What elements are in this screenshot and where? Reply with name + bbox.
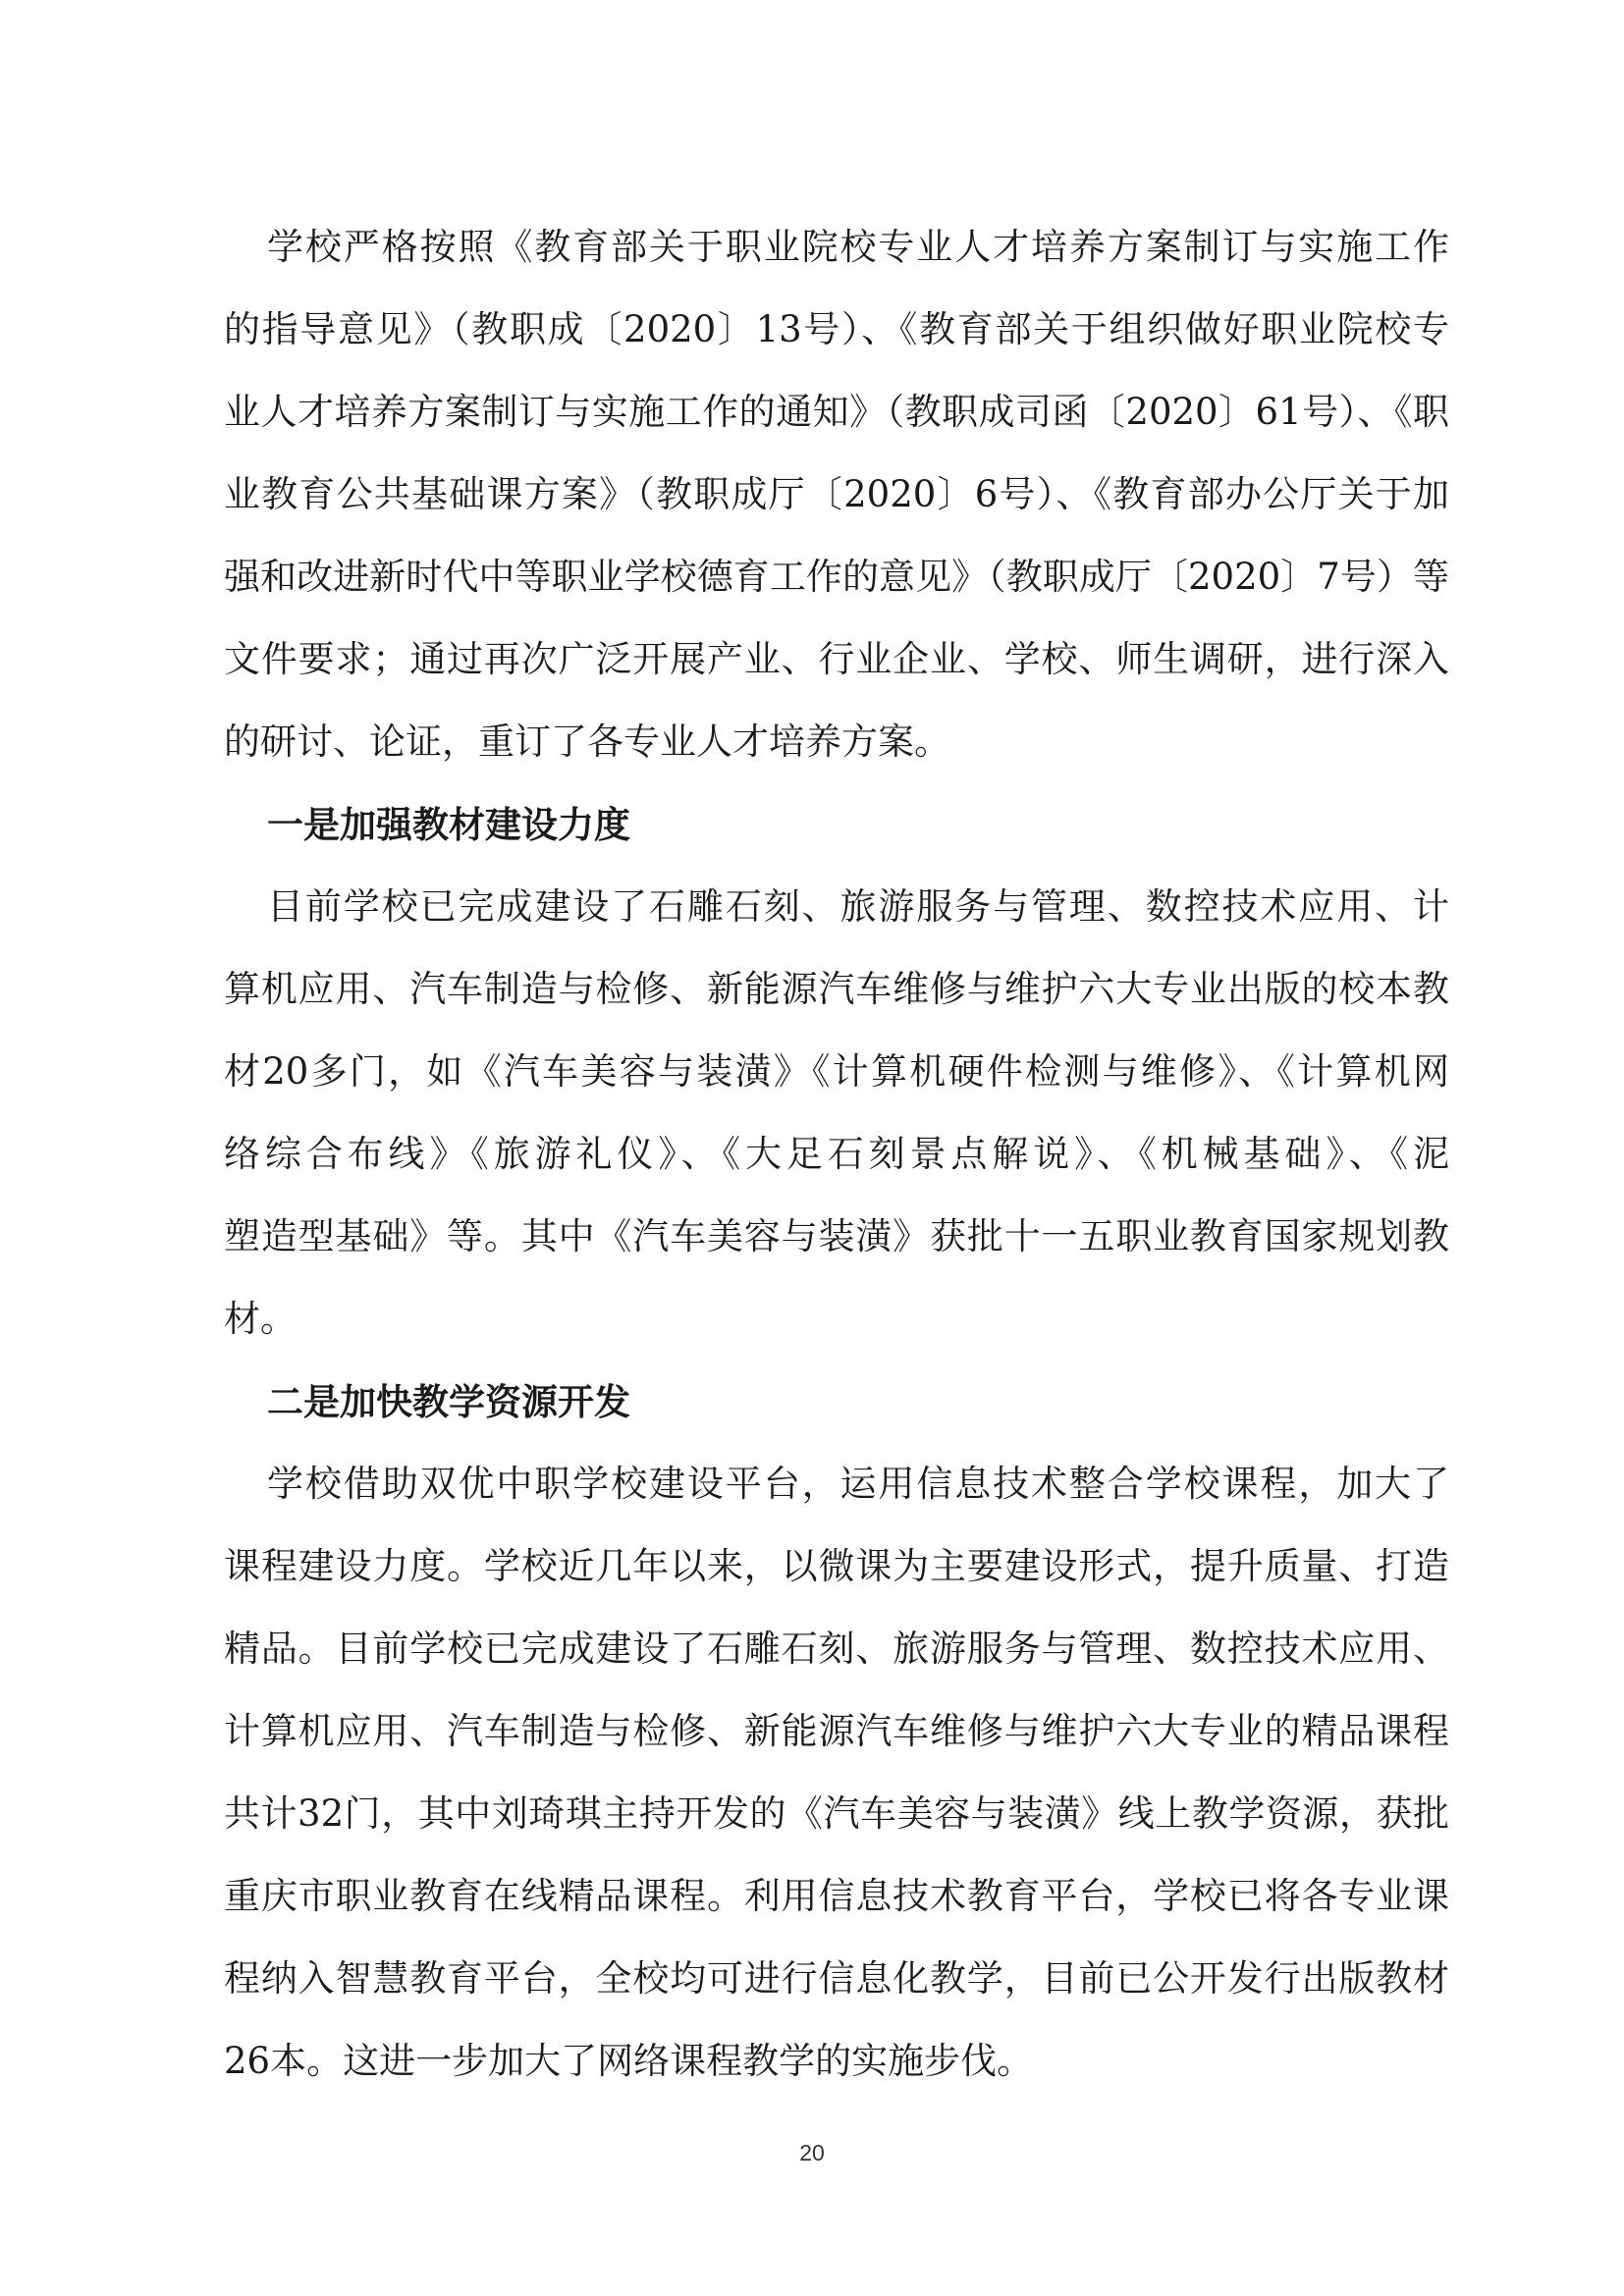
paragraph-3-line-1: 学校借助双优中职学校建设平台，运用信息技术整合学校课程，加大了 xyxy=(267,1463,1449,1505)
paragraph-1-line-5: 强和改进新时代中等职业学校德育工作的意见》（教职成厅〔2020〕7号）等 xyxy=(224,556,1449,598)
section-heading-1: 一是加强教材建设力度 xyxy=(267,803,630,846)
paragraph-2-line-1: 目前学校已完成建设了石雕石刻、旅游服务与管理、数控技术应用、计 xyxy=(267,885,1449,928)
paragraph-3-line-4: 计算机应用、汽车制造与检修、新能源汽车维修与维护六大专业的精品课程 xyxy=(224,1710,1449,1752)
paragraph-3-line-7: 程纳入智慧教育平台，全校均可进行信息化教学，目前已公开发行出版教材 xyxy=(224,1957,1449,2000)
paragraph-1-line-7: 的研讨、论证，重订了各专业人才培养方案。 xyxy=(224,721,950,763)
paragraph-2-line-5: 塑造型基础》等。其中《汽车美容与装潢》获批十一五职业教育国家规划教 xyxy=(224,1215,1449,1257)
paragraph-2-line-4: 络综合布线》《旅游礼仪》、《大足石刻景点解说》、《机械基础》、《泥 xyxy=(224,1133,1449,1175)
paragraph-3-line-3: 精品。目前学校已完成建设了石雕石刻、旅游服务与管理、数控技术应用、 xyxy=(224,1628,1449,1670)
paragraph-3-line-5: 共计32门，其中刘琦琪主持开发的《汽车美容与装潢》线上教学资源，获批 xyxy=(224,1792,1449,1835)
paragraph-2-line-2: 算机应用、汽车制造与检修、新能源汽车维修与维护六大专业出版的校本教 xyxy=(224,968,1449,1010)
paragraph-2-line-6: 材。 xyxy=(224,1298,297,1340)
paragraph-1-line-3: 业人才培养方案制订与实施工作的通知》（教职成司函〔2020〕61号）、《职 xyxy=(224,391,1449,433)
paragraph-3-line-2: 课程建设力度。学校近几年以来，以微课为主要建设形式，提升质量、打造 xyxy=(224,1545,1449,1587)
page-number: 20 xyxy=(799,2140,825,2165)
paragraph-1-line-6: 文件要求；通过再次广泛开展产业、行业企业、学校、师生调研，进行深入 xyxy=(224,638,1449,680)
paragraph-1-line-1: 学校严格按照《教育部关于职业院校专业人才培养方案制订与实施工作 xyxy=(267,226,1449,268)
paragraph-3-line-8: 26本。这进一步加大了网络课程教学的实施步伐。 xyxy=(224,2040,1034,2082)
paragraph-2-line-3: 材20多门，如《汽车美容与装潢》《计算机硬件检测与维修》、《计算机网 xyxy=(224,1050,1449,1093)
paragraph-1-line-2: 的指导意见》（教职成〔2020〕13号）、《教育部关于组织做好职业院校专 xyxy=(224,308,1449,350)
section-heading-2: 二是加快教学资源开发 xyxy=(267,1380,630,1423)
paragraph-3-line-6: 重庆市职业教育在线精品课程。利用信息技术教育平台，学校已将各专业课 xyxy=(224,1875,1449,1917)
paragraph-1-line-4: 业教育公共基础课方案》（教职成厅〔2020〕6号）、《教育部办公厅关于加 xyxy=(224,473,1449,515)
